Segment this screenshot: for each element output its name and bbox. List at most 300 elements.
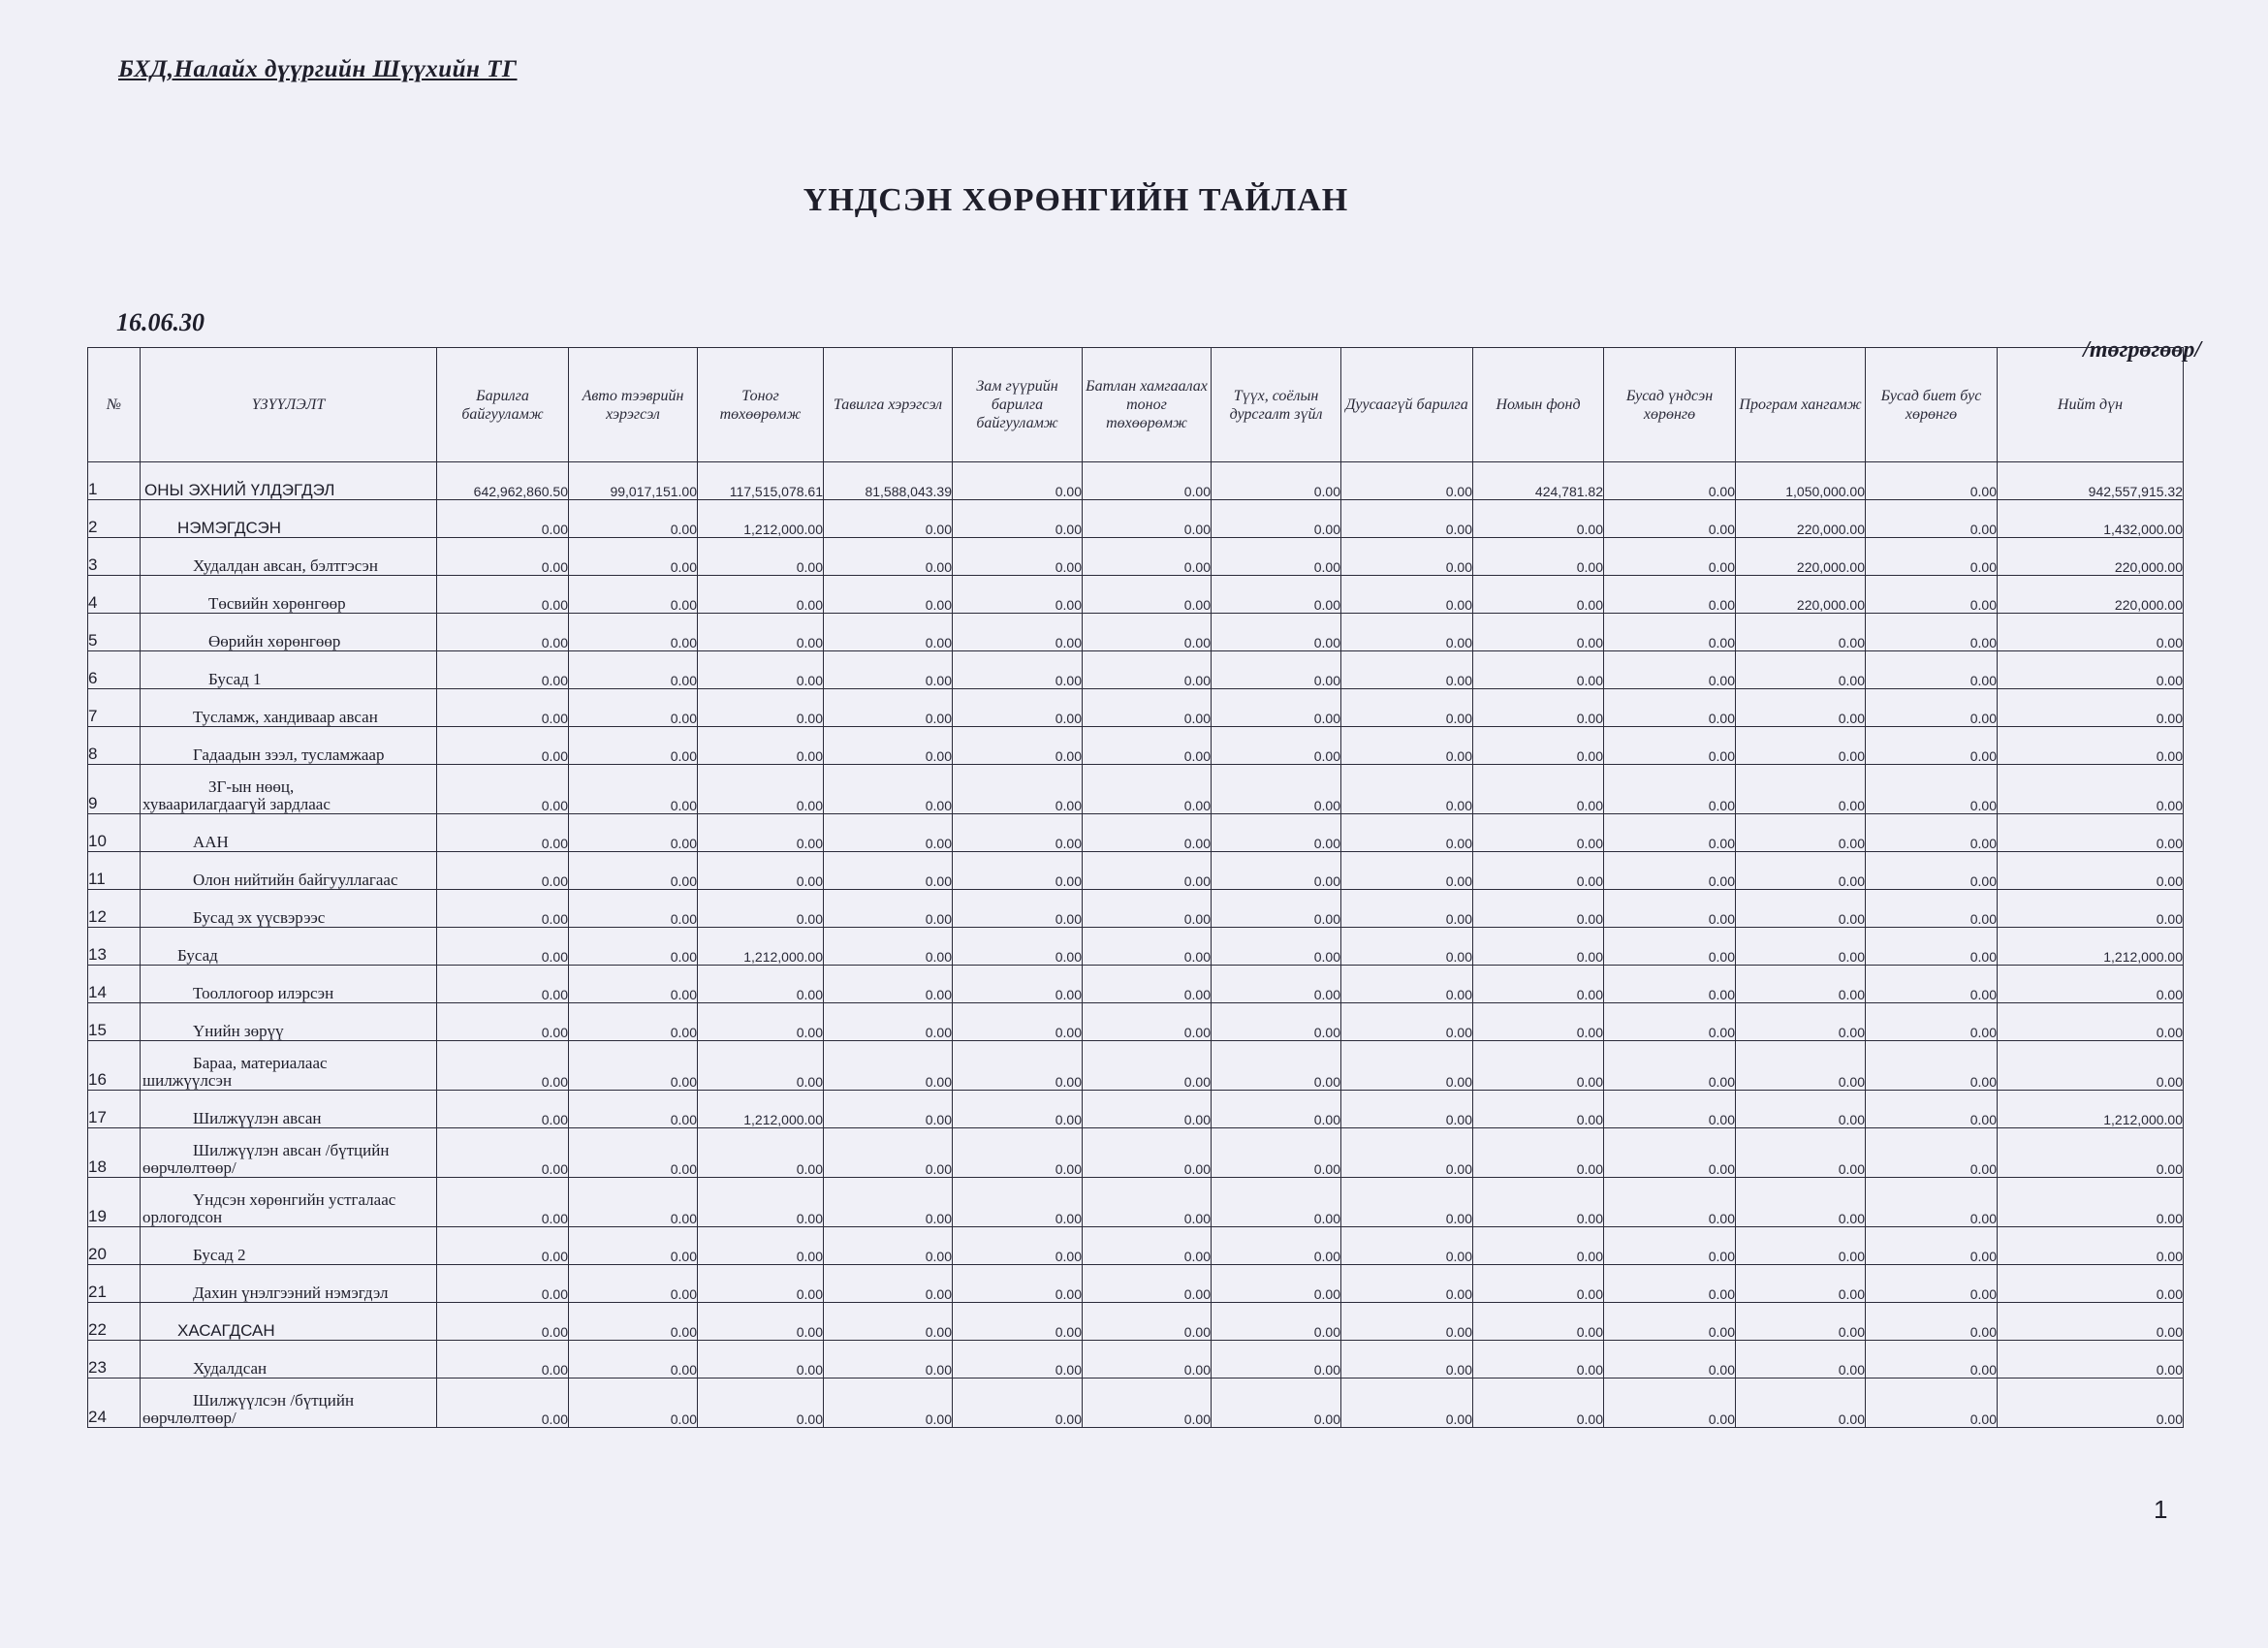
amount-cell: 0.00: [953, 462, 1083, 500]
amount-cell: 0.00: [953, 966, 1083, 1003]
row-number: 24: [88, 1379, 141, 1428]
amount-cell: 0.00: [1212, 966, 1341, 1003]
amount-cell: 0.00: [1998, 814, 2184, 852]
row-number: 16: [88, 1041, 141, 1091]
amount-cell: 0.00: [569, 1379, 698, 1428]
amount-cell: 0.00: [1604, 538, 1736, 576]
row-number: 23: [88, 1341, 141, 1379]
amount-cell: 0.00: [1212, 1303, 1341, 1341]
amount-cell: 0.00: [1998, 727, 2184, 765]
amount-cell: 0.00: [953, 727, 1083, 765]
amount-cell: 0.00: [1998, 765, 2184, 814]
table-row: [88, 852, 2184, 890]
amount-cell: 0.00: [1866, 765, 1998, 814]
row-label: Бусад 2: [141, 1227, 437, 1265]
amount-cell: 0.00: [1736, 689, 1866, 727]
amount-cell: 0.00: [1212, 651, 1341, 689]
amount-cell: 0.00: [1341, 500, 1473, 538]
amount-cell: 0.00: [1736, 814, 1866, 852]
amount-cell: 0.00: [1604, 852, 1736, 890]
amount-cell: 0.00: [1212, 852, 1341, 890]
row-label: Дахин үнэлгээний нэмэгдэл: [141, 1265, 437, 1303]
row-label: [141, 1379, 437, 1428]
row-number: 7: [88, 689, 141, 727]
amount-cell: 0.00: [1083, 1178, 1212, 1227]
amount-cell: 0.00: [1998, 1341, 2184, 1379]
column-header: Барилга байгууламж: [437, 348, 569, 462]
row-label: Бусад эх үүсвэрээс: [141, 890, 437, 928]
row-label: Бусад: [141, 928, 437, 966]
amount-cell: 0.00: [437, 614, 569, 651]
table-header-row: [88, 348, 2184, 462]
row-number: 18: [88, 1128, 141, 1178]
amount-cell: 0.00: [698, 890, 824, 928]
amount-cell: 0.00: [1998, 614, 2184, 651]
amount-cell: 0.00: [1736, 614, 1866, 651]
table-row: [88, 1265, 2184, 1303]
amount-cell: 0.00: [824, 1178, 953, 1227]
column-header: ҮЗҮҮЛЭЛТ: [141, 348, 437, 462]
amount-cell: 0.00: [1212, 576, 1341, 614]
amount-cell: 0.00: [1212, 538, 1341, 576]
amount-cell: 0.00: [1083, 614, 1212, 651]
amount-cell: 0.00: [1341, 1091, 1473, 1128]
amount-cell: 0.00: [1083, 1303, 1212, 1341]
amount-cell: 0.00: [569, 852, 698, 890]
amount-cell: 0.00: [1341, 1227, 1473, 1265]
row-label: ОНЫ ЭХНИЙ ҮЛДЭГДЭЛ: [141, 462, 437, 500]
amount-cell: 0.00: [1604, 814, 1736, 852]
amount-cell: 0.00: [698, 1303, 824, 1341]
row-number: 3: [88, 538, 141, 576]
row-number: 20: [88, 1227, 141, 1265]
amount-cell: 0.00: [569, 1041, 698, 1091]
amount-cell: 0.00: [1736, 1265, 1866, 1303]
amount-cell: 0.00: [1083, 1265, 1212, 1303]
amount-cell: 0.00: [1473, 538, 1604, 576]
amount-cell: 0.00: [1083, 1128, 1212, 1178]
amount-cell: 0.00: [698, 1003, 824, 1041]
amount-cell: 99,017,151.00: [569, 462, 698, 500]
amount-cell: 0.00: [1212, 462, 1341, 500]
amount-cell: 0.00: [1866, 727, 1998, 765]
table-row: [88, 651, 2184, 689]
row-label: [141, 1041, 437, 1091]
amount-cell: 0.00: [1998, 890, 2184, 928]
row-label: Худалдсан: [141, 1341, 437, 1379]
table-row: [88, 500, 2184, 538]
amount-cell: 0.00: [569, 651, 698, 689]
amount-cell: 0.00: [1473, 1178, 1604, 1227]
table-row: [88, 614, 2184, 651]
amount-cell: 0.00: [698, 651, 824, 689]
amount-cell: 0.00: [824, 614, 953, 651]
amount-cell: 220,000.00: [1736, 576, 1866, 614]
amount-cell: 0.00: [569, 538, 698, 576]
row-label: ХАСАГДСАН: [141, 1303, 437, 1341]
amount-cell: 0.00: [1341, 538, 1473, 576]
amount-cell: 0.00: [1083, 852, 1212, 890]
amount-cell: 0.00: [1473, 1128, 1604, 1178]
amount-cell: 0.00: [953, 1041, 1083, 1091]
amount-cell: 0.00: [1866, 1341, 1998, 1379]
amount-cell: 0.00: [1998, 689, 2184, 727]
amount-cell: 0.00: [953, 1128, 1083, 1178]
amount-cell: 0.00: [437, 689, 569, 727]
amount-cell: 0.00: [1604, 651, 1736, 689]
amount-cell: 0.00: [824, 1003, 953, 1041]
table-row: [88, 538, 2184, 576]
amount-cell: 0.00: [437, 576, 569, 614]
amount-cell: 0.00: [1736, 1091, 1866, 1128]
amount-cell: 0.00: [824, 1041, 953, 1091]
amount-cell: 0.00: [953, 928, 1083, 966]
column-header: Зам гүүрийн барилга байгууламж: [953, 348, 1083, 462]
amount-cell: 0.00: [1212, 1178, 1341, 1227]
amount-cell: 0.00: [1212, 1041, 1341, 1091]
amount-cell: 0.00: [1083, 890, 1212, 928]
amount-cell: 0.00: [1212, 500, 1341, 538]
column-header: Тавилга хэрэгсэл: [824, 348, 953, 462]
table-body: [88, 462, 2184, 1428]
amount-cell: 0.00: [953, 1303, 1083, 1341]
column-header: №: [88, 348, 141, 462]
amount-cell: 0.00: [437, 1227, 569, 1265]
amount-cell: 0.00: [1866, 576, 1998, 614]
row-label: Олон нийтийн байгууллагаас: [141, 852, 437, 890]
amount-cell: 0.00: [1341, 651, 1473, 689]
amount-cell: 0.00: [824, 1303, 953, 1341]
amount-cell: 0.00: [1866, 928, 1998, 966]
amount-cell: 0.00: [698, 727, 824, 765]
amount-cell: 0.00: [1866, 1303, 1998, 1341]
amount-cell: 0.00: [1604, 1227, 1736, 1265]
amount-cell: 0.00: [1341, 462, 1473, 500]
row-number: 12: [88, 890, 141, 928]
amount-cell: 0.00: [953, 1178, 1083, 1227]
amount-cell: 0.00: [1604, 727, 1736, 765]
table-row: [88, 689, 2184, 727]
amount-cell: 0.00: [1341, 966, 1473, 1003]
amount-cell: 0.00: [698, 1227, 824, 1265]
amount-cell: 0.00: [953, 576, 1083, 614]
amount-cell: 0.00: [1473, 890, 1604, 928]
amount-cell: 0.00: [1341, 1178, 1473, 1227]
amount-cell: 0.00: [1212, 814, 1341, 852]
amount-cell: 0.00: [1604, 614, 1736, 651]
amount-cell: 0.00: [824, 1265, 953, 1303]
amount-cell: 0.00: [1866, 1178, 1998, 1227]
row-label: [141, 1128, 437, 1178]
amount-cell: 0.00: [1604, 1341, 1736, 1379]
amount-cell: 0.00: [953, 814, 1083, 852]
amount-cell: 0.00: [1083, 538, 1212, 576]
row-label: Үнийн зөрүү: [141, 1003, 437, 1041]
table-row: [88, 1128, 2184, 1178]
row-label: [141, 1178, 437, 1227]
amount-cell: 0.00: [1083, 765, 1212, 814]
amount-cell: 0.00: [1604, 928, 1736, 966]
amount-cell: 0.00: [1212, 1128, 1341, 1178]
row-label-line: Шилжүүлэн авсан /бүтцийн: [193, 1141, 390, 1159]
amount-cell: 0.00: [1083, 500, 1212, 538]
amount-cell: 642,962,860.50: [437, 462, 569, 500]
amount-cell: 0.00: [437, 814, 569, 852]
amount-cell: 0.00: [1604, 890, 1736, 928]
amount-cell: 0.00: [824, 538, 953, 576]
amount-cell: 0.00: [1473, 689, 1604, 727]
amount-cell: 0.00: [1736, 1003, 1866, 1041]
row-label-line: Бараа, материалаас: [193, 1054, 328, 1072]
amount-cell: 0.00: [569, 890, 698, 928]
report-title: ҮНДСЭН ХӨРӨНГИЙН ТАЙЛАН: [803, 182, 1349, 218]
amount-cell: 0.00: [1998, 1303, 2184, 1341]
amount-cell: 0.00: [1473, 500, 1604, 538]
amount-cell: 0.00: [1736, 1041, 1866, 1091]
amount-cell: 0.00: [569, 500, 698, 538]
row-label: [141, 765, 437, 814]
amount-cell: 0.00: [824, 814, 953, 852]
row-number: 17: [88, 1091, 141, 1128]
row-number: 22: [88, 1303, 141, 1341]
amount-cell: 0.00: [1083, 1041, 1212, 1091]
amount-cell: 0.00: [1473, 727, 1604, 765]
row-label-line: Шилжүүлсэн /бүтцийн: [193, 1391, 355, 1410]
amount-cell: 0.00: [1604, 1041, 1736, 1091]
page-number: 1: [2154, 1495, 2168, 1524]
row-number: 5: [88, 614, 141, 651]
amount-cell: 0.00: [698, 614, 824, 651]
amount-cell: 0.00: [1866, 1041, 1998, 1091]
row-label: НЭМЭГДСЭН: [141, 500, 437, 538]
amount-cell: 0.00: [953, 651, 1083, 689]
row-label-line: өөрчлөлтөөр/: [142, 1409, 236, 1427]
amount-cell: 0.00: [1736, 1303, 1866, 1341]
amount-cell: 0.00: [1473, 1041, 1604, 1091]
row-label-line: орлогодсон: [142, 1208, 223, 1226]
amount-cell: 0.00: [953, 689, 1083, 727]
amount-cell: 0.00: [1604, 576, 1736, 614]
amount-cell: 0.00: [953, 1091, 1083, 1128]
amount-cell: 0.00: [1212, 1227, 1341, 1265]
amount-cell: 0.00: [1341, 928, 1473, 966]
amount-cell: 0.00: [1341, 814, 1473, 852]
amount-cell: 0.00: [1866, 689, 1998, 727]
amount-cell: 220,000.00: [1736, 538, 1866, 576]
organization-name: БХД,Налайх дүүргийн Шүүхийн ТГ: [118, 56, 518, 82]
amount-cell: 0.00: [1473, 1003, 1604, 1041]
amount-cell: 0.00: [1998, 966, 2184, 1003]
table-row: [88, 462, 2184, 500]
amount-cell: 0.00: [569, 1003, 698, 1041]
amount-cell: 0.00: [1212, 1265, 1341, 1303]
amount-cell: 0.00: [824, 651, 953, 689]
amount-cell: 0.00: [1604, 1128, 1736, 1178]
amount-cell: 0.00: [1341, 1379, 1473, 1428]
amount-cell: 0.00: [698, 1341, 824, 1379]
amount-cell: 0.00: [1604, 966, 1736, 1003]
row-label-line: Үндсэн хөрөнгийн устгалаас: [193, 1190, 396, 1209]
amount-cell: 0.00: [1604, 1003, 1736, 1041]
row-label: Төсвийн хөрөнгөөр: [141, 576, 437, 614]
amount-cell: 0.00: [1998, 1041, 2184, 1091]
amount-cell: 0.00: [1604, 689, 1736, 727]
amount-cell: 1,212,000.00: [698, 500, 824, 538]
amount-cell: 0.00: [1866, 1003, 1998, 1041]
amount-cell: 0.00: [1473, 1091, 1604, 1128]
amount-cell: 0.00: [1341, 1041, 1473, 1091]
amount-cell: 0.00: [437, 966, 569, 1003]
amount-cell: 942,557,915.32: [1998, 462, 2184, 500]
amount-cell: 0.00: [1341, 689, 1473, 727]
table-row: [88, 1303, 2184, 1341]
amount-cell: 0.00: [1473, 1341, 1604, 1379]
amount-cell: 0.00: [1736, 1379, 1866, 1428]
row-number: 19: [88, 1178, 141, 1227]
amount-cell: 0.00: [437, 890, 569, 928]
amount-cell: 0.00: [1341, 576, 1473, 614]
amount-cell: 0.00: [1341, 1128, 1473, 1178]
amount-cell: 0.00: [1083, 928, 1212, 966]
column-header: Бусад биет бус хөрөнгө: [1866, 348, 1998, 462]
amount-cell: 0.00: [1866, 538, 1998, 576]
amount-cell: 0.00: [824, 500, 953, 538]
amount-cell: 0.00: [1736, 1128, 1866, 1178]
amount-cell: 0.00: [1083, 1379, 1212, 1428]
amount-cell: 0.00: [1604, 1265, 1736, 1303]
row-number: 8: [88, 727, 141, 765]
amount-cell: 0.00: [1866, 651, 1998, 689]
amount-cell: 0.00: [1473, 1379, 1604, 1428]
table-row: [88, 928, 2184, 966]
amount-cell: 0.00: [953, 1341, 1083, 1379]
amount-cell: 0.00: [824, 1091, 953, 1128]
amount-cell: 0.00: [1473, 614, 1604, 651]
amount-cell: 0.00: [824, 852, 953, 890]
amount-cell: 0.00: [824, 576, 953, 614]
amount-cell: 0.00: [953, 890, 1083, 928]
table-row: [88, 1091, 2184, 1128]
amount-cell: 0.00: [1998, 1227, 2184, 1265]
amount-cell: 424,781.82: [1473, 462, 1604, 500]
amount-cell: 0.00: [698, 1128, 824, 1178]
amount-cell: 0.00: [698, 814, 824, 852]
amount-cell: 0.00: [437, 1041, 569, 1091]
table-row: [88, 727, 2184, 765]
row-number: 2: [88, 500, 141, 538]
amount-cell: 0.00: [437, 651, 569, 689]
amount-cell: 0.00: [1341, 1303, 1473, 1341]
amount-cell: 0.00: [569, 765, 698, 814]
row-label: Тусламж, хандиваар авсан: [141, 689, 437, 727]
column-header: Нийт дүн: [1998, 348, 2184, 462]
amount-cell: 0.00: [1736, 852, 1866, 890]
amount-cell: 0.00: [1473, 576, 1604, 614]
amount-cell: 0.00: [1998, 1128, 2184, 1178]
amount-cell: 0.00: [1212, 689, 1341, 727]
amount-cell: 0.00: [569, 689, 698, 727]
amount-cell: 0.00: [1212, 765, 1341, 814]
column-header: Батлан хамгаалах тоног төхөөрөмж: [1083, 348, 1212, 462]
amount-cell: 0.00: [953, 852, 1083, 890]
amount-cell: 0.00: [824, 928, 953, 966]
amount-cell: 0.00: [1473, 852, 1604, 890]
table-row: [88, 1041, 2184, 1091]
amount-cell: 0.00: [569, 1265, 698, 1303]
amount-cell: 0.00: [698, 852, 824, 890]
amount-cell: 0.00: [1604, 1178, 1736, 1227]
amount-cell: 0.00: [1736, 727, 1866, 765]
table-row: [88, 1227, 2184, 1265]
amount-cell: 0.00: [1341, 765, 1473, 814]
table-row: [88, 890, 2184, 928]
amount-cell: 0.00: [1212, 1091, 1341, 1128]
report-date: 16.06.30: [116, 308, 205, 336]
amount-cell: 0.00: [1866, 1379, 1998, 1428]
amount-cell: 0.00: [1866, 890, 1998, 928]
amount-cell: 117,515,078.61: [698, 462, 824, 500]
amount-cell: 0.00: [437, 1379, 569, 1428]
fixed-assets-table: [87, 347, 2184, 1428]
amount-cell: 0.00: [698, 765, 824, 814]
amount-cell: 1,212,000.00: [1998, 928, 2184, 966]
amount-cell: 81,588,043.39: [824, 462, 953, 500]
amount-cell: 0.00: [698, 1178, 824, 1227]
amount-cell: 0.00: [1473, 651, 1604, 689]
row-number: 10: [88, 814, 141, 852]
amount-cell: 0.00: [1866, 462, 1998, 500]
amount-cell: 0.00: [1083, 727, 1212, 765]
amount-cell: 0.00: [1866, 1128, 1998, 1178]
amount-cell: 0.00: [1604, 1379, 1736, 1428]
row-label-line: хуваарилагдаагүй зардлаас: [142, 795, 331, 813]
column-header: Номын фонд: [1473, 348, 1604, 462]
amount-cell: 0.00: [569, 576, 698, 614]
column-header: Програм хангамж: [1736, 348, 1866, 462]
amount-cell: 0.00: [1083, 462, 1212, 500]
amount-cell: 0.00: [437, 1303, 569, 1341]
column-header: Дуусаагүй барилга: [1341, 348, 1473, 462]
amount-cell: 0.00: [824, 1128, 953, 1178]
amount-cell: 0.00: [1341, 614, 1473, 651]
amount-cell: 0.00: [1212, 1003, 1341, 1041]
amount-cell: 1,050,000.00: [1736, 462, 1866, 500]
amount-cell: 0.00: [1866, 1265, 1998, 1303]
amount-cell: 0.00: [824, 727, 953, 765]
amount-cell: 0.00: [824, 689, 953, 727]
amount-cell: 0.00: [437, 765, 569, 814]
amount-cell: 0.00: [1083, 1341, 1212, 1379]
amount-cell: 0.00: [1212, 928, 1341, 966]
row-label: ААН: [141, 814, 437, 852]
amount-cell: 0.00: [824, 1227, 953, 1265]
amount-cell: 0.00: [1473, 928, 1604, 966]
amount-cell: 0.00: [569, 1341, 698, 1379]
amount-cell: 1,212,000.00: [698, 1091, 824, 1128]
amount-cell: 0.00: [1083, 689, 1212, 727]
amount-cell: 0.00: [1473, 814, 1604, 852]
amount-cell: 0.00: [1604, 1091, 1736, 1128]
amount-cell: 0.00: [437, 538, 569, 576]
amount-cell: 0.00: [1604, 765, 1736, 814]
amount-cell: 0.00: [953, 1379, 1083, 1428]
row-label: Бусад 1: [141, 651, 437, 689]
row-number: 21: [88, 1265, 141, 1303]
amount-cell: 0.00: [1083, 1003, 1212, 1041]
amount-cell: 1,212,000.00: [1998, 1091, 2184, 1128]
amount-cell: 0.00: [1998, 1178, 2184, 1227]
amount-cell: 0.00: [698, 1265, 824, 1303]
